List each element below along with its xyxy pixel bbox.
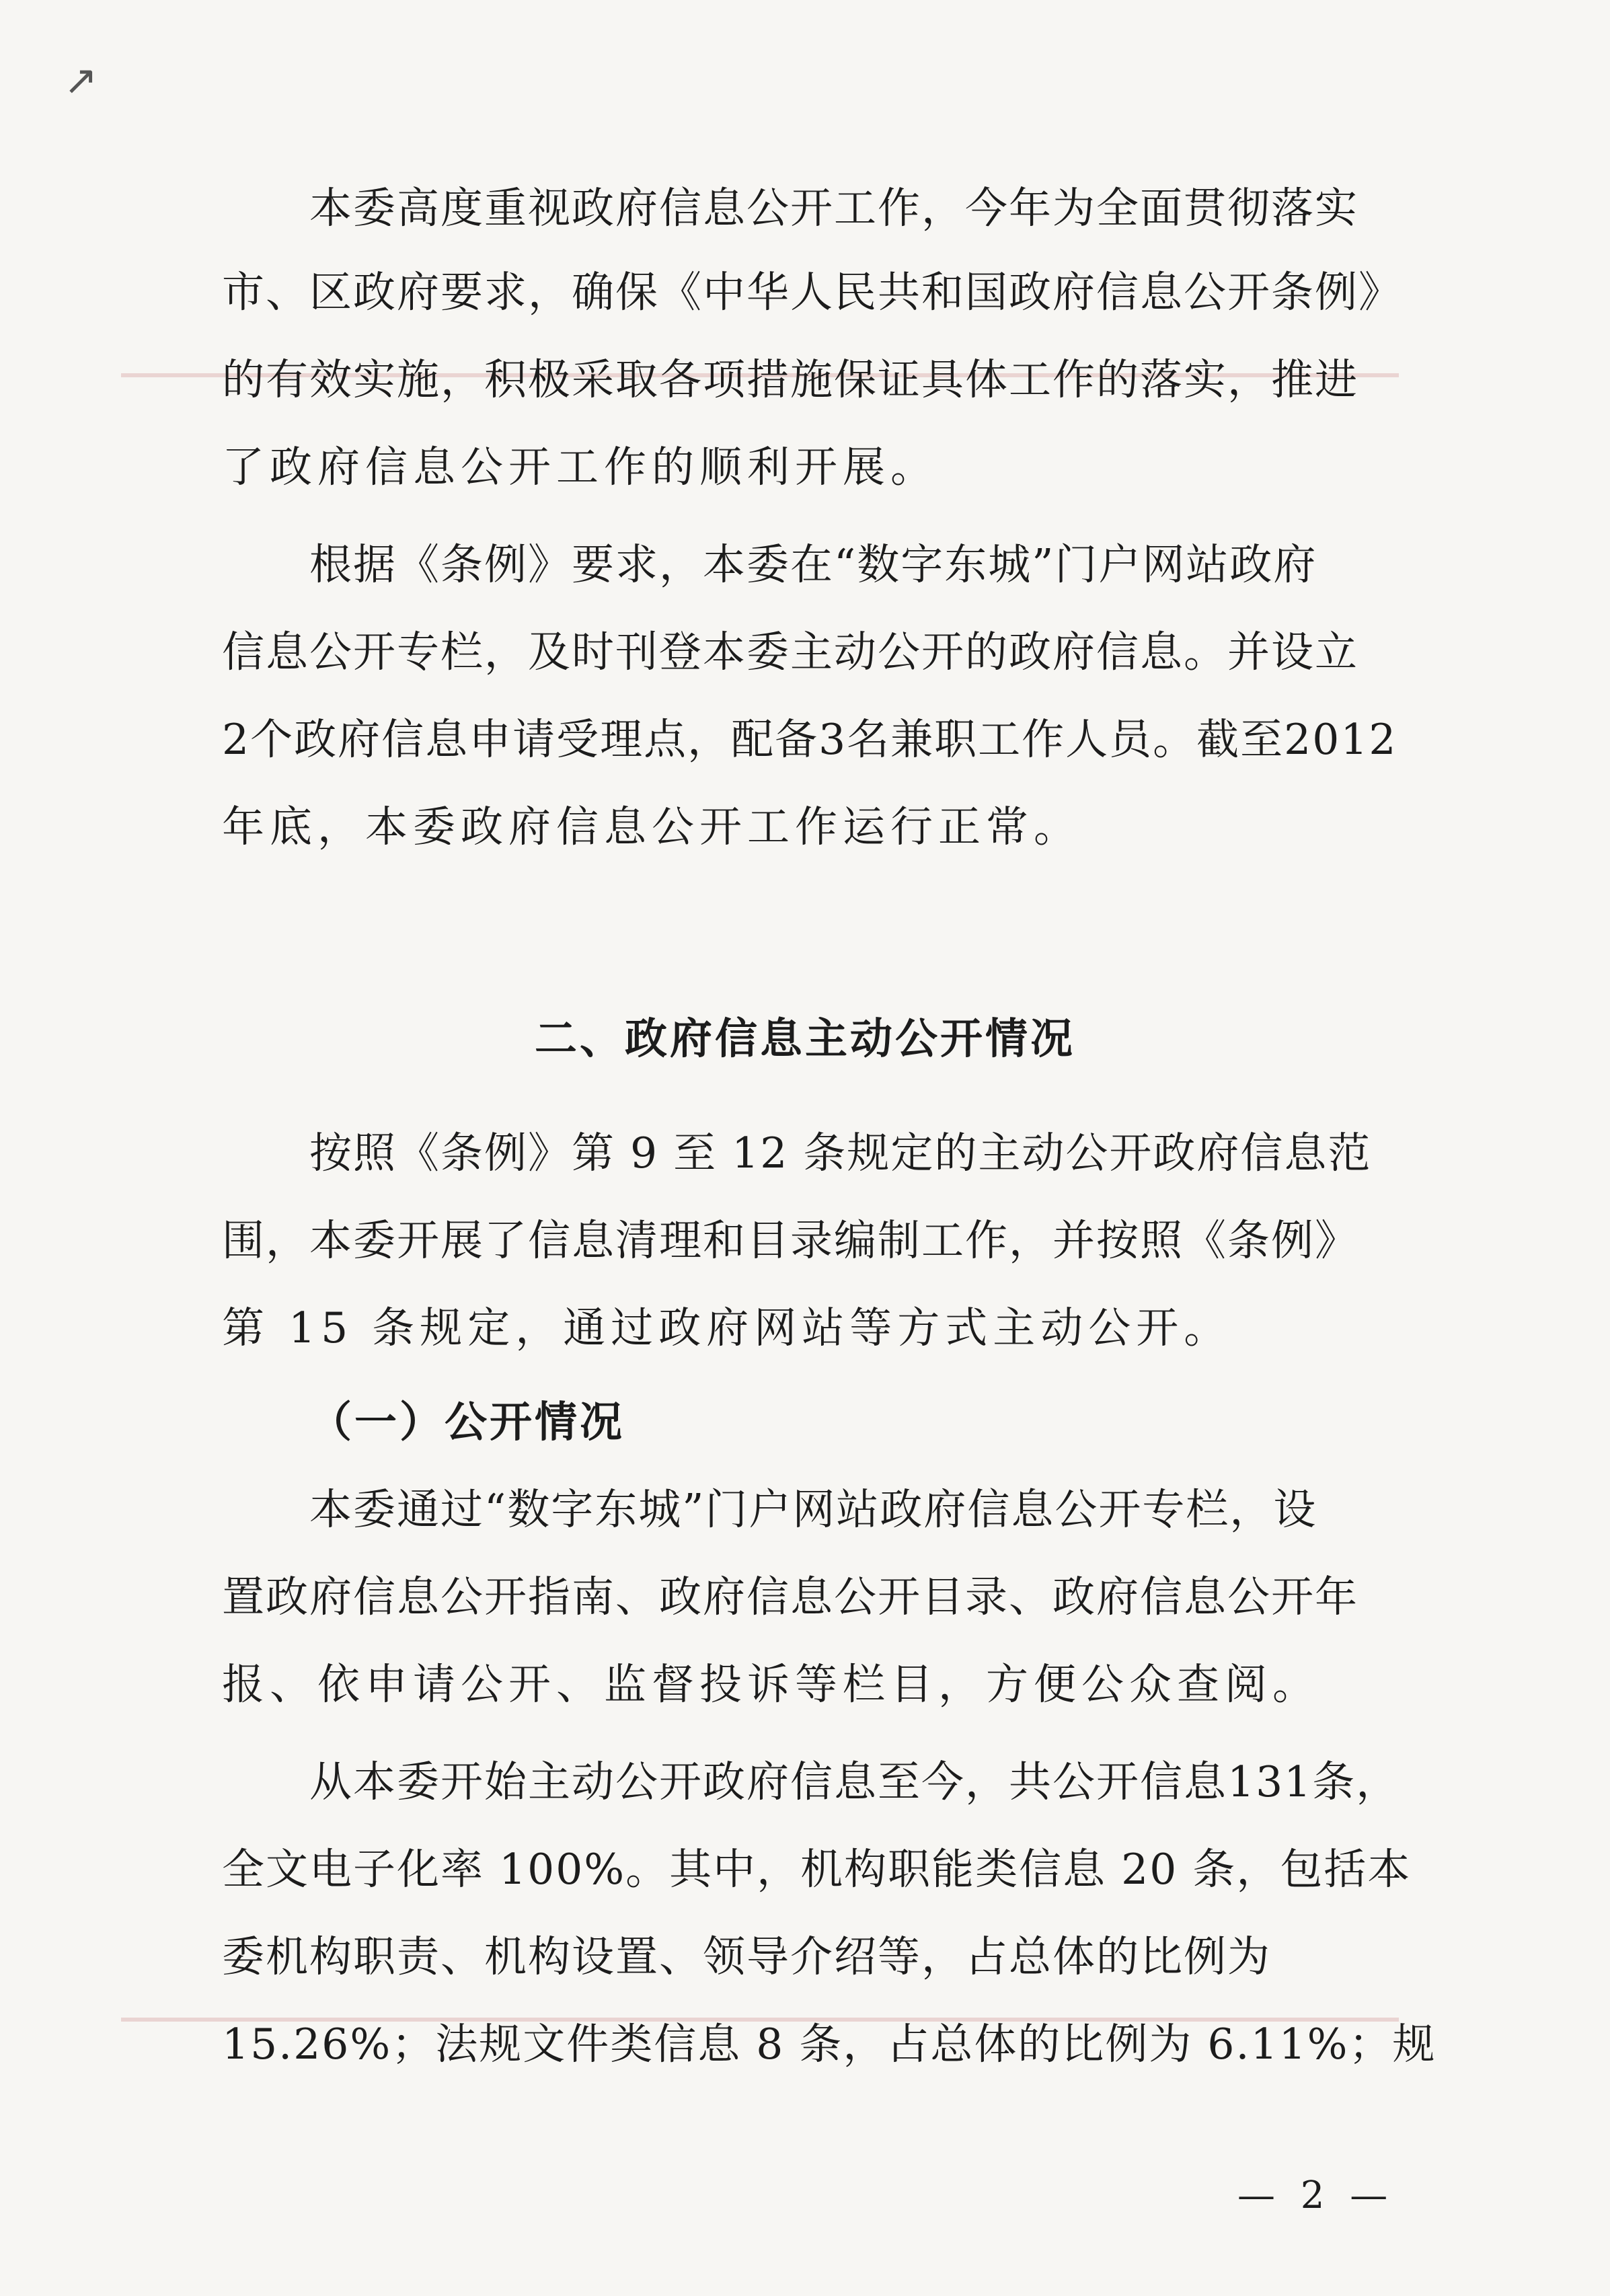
- paragraph-3-line-3: 第 15 条规定，通过政府网站等方式主动公开。: [222, 1303, 1232, 1352]
- paragraph-5-line-4: 15.26%；法规文件类信息 8 条，占总体的比例为 6.11%；规: [222, 2020, 1436, 2069]
- paragraph-5-line-2: 全文电子化率 100%。其中，机构职能类信息 20 条，包括本: [222, 1845, 1412, 1894]
- paragraph-3-line-2: 围，本委开展了信息清理和目录编制工作，并按照《条例》: [222, 1216, 1358, 1265]
- paragraph-4-line-2: 置政府信息公开指南、政府信息公开目录、政府信息公开年: [222, 1572, 1358, 1621]
- paragraph-5-line-1: 从本委开始主动公开政府信息至今，共公开信息131条，: [309, 1757, 1400, 1806]
- paragraph-2-line-4: 年底，本委政府信息公开工作运行正常。: [222, 802, 1081, 851]
- page-number: — 2 —: [1237, 2174, 1395, 2217]
- section-heading: 二、政府信息主动公开情况: [535, 1014, 1075, 1063]
- paragraph-5-line-3: 委机构职责、机构设置、领导介绍等，占总体的比例为: [222, 1932, 1271, 1981]
- paragraph-4-line-1: 本委通过“数字东城”门户网站政府信息公开专栏，设: [309, 1485, 1317, 1534]
- paragraph-1-line-2: 市、区政府要求，确保《中华人民共和国政府信息公开条例》: [222, 268, 1402, 317]
- paragraph-4-line-3: 报、依申请公开、监督投诉等栏目，方便公众查阅。: [222, 1660, 1320, 1709]
- paragraph-1-line-4: 了政府信息公开工作的顺利开展。: [222, 443, 938, 492]
- paragraph-2-line-1: 根据《条例》要求，本委在“数字东城”门户网站政府: [309, 540, 1317, 589]
- paragraph-2-line-2: 信息公开专栏，及时刊登本委主动公开的政府信息。并设立: [222, 627, 1358, 677]
- subsection-heading: （一）公开情况: [309, 1398, 625, 1447]
- paragraph-2-line-3: 2个政府信息申请受理点，配备3名兼职工作人员。截至2012: [222, 715, 1397, 764]
- paragraph-1-line-1: 本委高度重视政府信息公开工作，今年为全面贯彻落实: [309, 184, 1358, 233]
- pen-mark: ↗: [64, 57, 98, 104]
- paragraph-1-line-3: 的有效实施，积极采取各项措施保证具体工作的落实，推进: [222, 355, 1358, 404]
- paragraph-3-line-1: 按照《条例》第 9 至 12 条规定的主动公开政府信息范: [309, 1128, 1372, 1178]
